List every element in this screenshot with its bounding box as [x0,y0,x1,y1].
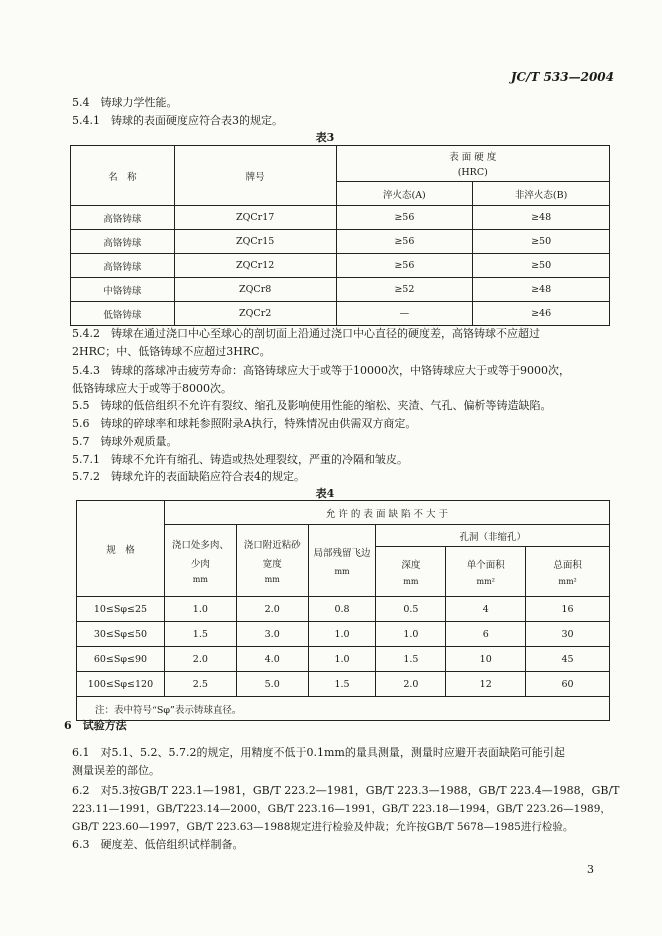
para-5-4-1: 5.4.1 铸球的表面硬度应符合表3的规定。 [72,114,283,127]
t4-single-area-label: 单个面积 [466,560,505,571]
t4-cell: 2.0 [236,597,308,622]
t3-cell-name: 中铬铸球 [71,278,175,302]
t4-head-total-area [526,547,610,597]
t4-single-area-unit: mm² [476,577,495,586]
t4-cell: 1.5 [376,647,446,672]
para-6-1: 6.1 对5.1、5.2、5.7.2的规定，用精度不低于0.1mm的量具测量，测量时应避开表面缺陷可能引起 [72,746,565,759]
t3-cell-name: 高铬铸球 [71,254,175,278]
t4-cell-spec: 10≤Sφ≤25 [77,597,165,622]
table4-caption: 表4 [315,487,335,500]
t4-c1-line1: 浇口处多肉、 [171,540,229,551]
t4-head-c3 [308,525,376,597]
t3-cell-grade: ZQCr12 [174,254,336,278]
t3-cell-name: 高铬铸球 [71,230,175,254]
table-row [77,647,610,672]
t3-cell-b: ≥46 [473,302,610,326]
t4-cell: 60 [526,672,610,697]
t3-cell-a: ≥52 [336,278,473,302]
t4-c3-unit: mm [334,567,350,576]
para-6-1-cont: 测量误差的部位。 [72,764,160,777]
t3-cell-grade: ZQCr8 [174,278,336,302]
t3-cell-a: ≥56 [336,230,473,254]
t3-cell-b: ≥50 [473,230,610,254]
page-number: 3 [587,863,594,876]
para-5-4-2: 5.4.2 铸球在通过浇口中心至球心的剖切面上沿通过浇口中心直径的硬度差，高铬铸球不应超过 [72,327,540,340]
table-row [71,230,610,254]
t4-cell: 16 [526,597,610,622]
table-row [77,672,610,697]
t4-c1-unit: mm [192,575,208,584]
table-row [71,254,610,278]
para-6-2-cont1: 223.11—1991，GB/T223.14—2000，GB/T 223.16—1991，GB/T 223.18—1994，GB/T 223.26—1989， [72,803,611,815]
table-row [71,278,610,302]
t4-cell: 1.0 [164,597,236,622]
t3-hardness-label: 表 面 硬 度 [449,152,497,163]
t3-head-a: 淬火态(A) [336,182,473,206]
t4-head-allow: 允 许 的 表 面 缺 陷 不 大 于 [164,501,609,525]
t3-cell-b: ≥50 [473,254,610,278]
t4-cell: 6 [446,622,526,647]
t4-depth-unit: mm [403,577,419,586]
document-header: JC/T 533—2004 [510,70,614,84]
t4-cell-spec: 100≤Sφ≤120 [77,672,165,697]
table-row [77,622,610,647]
section-6-title: 6 试验方法 [64,719,127,732]
t4-cell: 2.0 [376,672,446,697]
t4-c2-line2: 宽度 [262,559,282,570]
para-5-4-3: 5.4.3 铸球的落球冲击疲劳寿命：高铬铸球应大于或等于10000次，中铬铸球应大于或等于9000次， [72,364,570,377]
t4-cell: 0.8 [308,597,376,622]
para-6-3: 6.3 硬度差、低倍组织试样制备。 [72,838,244,851]
t4-c1-line2: 少肉 [190,559,210,570]
para-5-4-2-cont: 2HRC；中、低铬铸球不应超过3HRC。 [72,345,271,358]
t4-cell-spec: 60≤Sφ≤90 [77,647,165,672]
t4-cell: 1.0 [376,622,446,647]
t3-cell-a: — [336,302,473,326]
para-5-7-2: 5.7.2 铸球允许的表面缺陷应符合表4的规定。 [72,470,305,483]
t3-head-hardness [336,146,609,182]
table4 [76,500,610,721]
t3-cell-grade: ZQCr2 [174,302,336,326]
t4-note: 注：表中符号“Sφ”表示铸球直径。 [77,697,610,721]
para-5-6: 5.6 铸球的碎球率和球耗参照附录A执行，特殊情况由供需双方商定。 [72,417,417,430]
t4-cell: 12 [446,672,526,697]
t3-cell-name: 高铬铸球 [71,206,175,230]
t3-cell-name: 低铬铸球 [71,302,175,326]
t4-cell: 30 [526,622,610,647]
t3-head-grade: 牌号 [174,146,336,206]
para-5-5: 5.5 铸球的低倍组织不允许有裂纹、缩孔及影响使用性能的缩松、夹渣、气孔、偏析等铸造缺陷。 [72,399,552,412]
t4-cell: 1.5 [164,622,236,647]
t3-cell-a: ≥56 [336,206,473,230]
para-6-2: 6.2 对5.3按GB/T 223.1—1981，GB/T 223.2—1981，GB/T 223.3—1988，GB/T 223.4—1988，GB/T [72,784,620,797]
t4-head-spec: 规 格 [77,501,165,597]
t4-c3-line1: 局部残留飞边 [313,548,371,559]
t4-cell: 1.5 [308,672,376,697]
t4-cell: 0.5 [376,597,446,622]
table-row [71,206,610,230]
t4-head-single-area [446,547,526,597]
t4-head-c4: 孔洞（非缩孔） [376,525,610,547]
para-5-7-1: 5.7.1 铸球不允许有缩孔、铸造或热处理裂纹，严重的冷隔和皱皮。 [72,453,408,466]
t4-cell: 2.5 [164,672,236,697]
t4-c2-line1: 浇口附近粘砂 [243,540,301,551]
table3-caption: 表3 [315,131,335,144]
para-6-2-cont2: GB/T 223.60—1997，GB/T 223.63—1988规定进行检验及仲裁；允许按GB/T 5678—1985进行检验。 [72,821,574,833]
t4-cell: 45 [526,647,610,672]
t4-cell: 1.0 [308,647,376,672]
t3-head-b: 非淬火态(B) [473,182,610,206]
t4-depth-label: 深度 [401,560,421,571]
t3-cell-grade: ZQCr15 [174,230,336,254]
t4-cell: 4.0 [236,647,308,672]
t4-head-depth [376,547,446,597]
t4-cell: 3.0 [236,622,308,647]
t4-cell: 5.0 [236,672,308,697]
t4-cell: 1.0 [308,622,376,647]
para-5-4: 5.4 铸球力学性能。 [72,96,178,109]
t4-c2-unit: mm [264,575,280,584]
t3-head-name: 名 称 [71,146,175,206]
t4-total-area-label: 总面积 [553,560,582,571]
table-row [77,597,610,622]
t4-cell: 4 [446,597,526,622]
t3-hrc-label: (HRC) [457,167,488,178]
t3-cell-a: ≥56 [336,254,473,278]
t4-head-c2 [236,525,308,597]
t4-total-area-unit: mm² [558,577,577,586]
t4-head-c1 [164,525,236,597]
t3-cell-b: ≥48 [473,278,610,302]
t4-cell: 2.0 [164,647,236,672]
t4-cell-spec: 30≤Sφ≤50 [77,622,165,647]
table3 [70,145,610,326]
para-5-7: 5.7 铸球外观质量。 [72,435,178,448]
t4-cell: 10 [446,647,526,672]
t3-cell-grade: ZQCr17 [174,206,336,230]
para-5-4-3-cont: 低铬铸球应大于或等于8000次。 [72,382,232,395]
table-row [71,302,610,326]
t3-cell-b: ≥48 [473,206,610,230]
